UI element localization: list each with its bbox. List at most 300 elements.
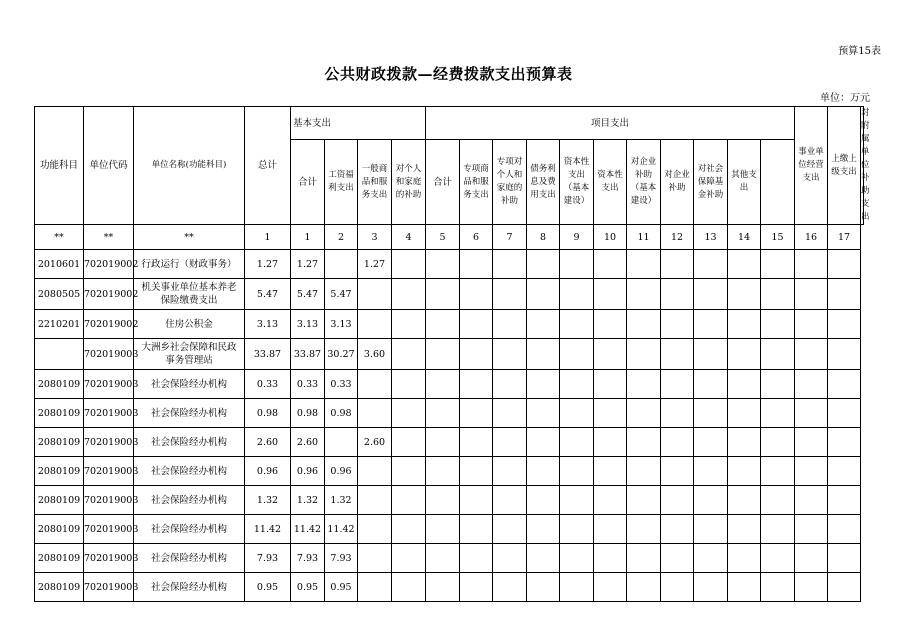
column-index-cell: 17 <box>828 225 861 250</box>
func-subject-cell: 2080109 <box>35 399 84 428</box>
empty-cell <box>594 544 627 573</box>
empty-cell <box>828 573 861 602</box>
column-index-cell: 1 <box>291 225 325 250</box>
empty-cell <box>527 457 560 486</box>
empty-cell <box>426 544 460 573</box>
empty-cell <box>761 250 795 279</box>
goods-cell: 2.60 <box>358 428 392 457</box>
empty-cell <box>694 573 728 602</box>
empty-cell <box>560 279 594 310</box>
empty-cell <box>560 310 594 339</box>
empty-cell <box>828 370 861 399</box>
total-cell: 0.96 <box>245 457 291 486</box>
unit-code-cell: 702019003 <box>84 573 134 602</box>
header-affiliated: 对附属单位补助支出 <box>861 107 864 225</box>
empty-cell <box>392 457 426 486</box>
total-cell: 1.27 <box>245 250 291 279</box>
column-index-cell: 2 <box>325 225 358 250</box>
empty-cell <box>761 515 795 544</box>
wage-cell: 11.42 <box>325 515 358 544</box>
total-cell: 1.32 <box>245 486 291 515</box>
empty-cell <box>460 486 493 515</box>
empty-cell <box>694 544 728 573</box>
basic-total-cell: 11.42 <box>291 515 325 544</box>
empty-cell <box>493 250 527 279</box>
column-index-cell: 6 <box>460 225 493 250</box>
total-cell: 2.60 <box>245 428 291 457</box>
basic-total-cell: 33.87 <box>291 339 325 370</box>
header-basic: 基本支出 <box>291 107 426 140</box>
header-enterprise-base: 对企业补助（基本建设） <box>627 140 661 225</box>
empty-cell <box>493 339 527 370</box>
table-row <box>35 486 864 515</box>
empty-cell <box>460 457 493 486</box>
basic-total-cell: 1.32 <box>291 486 325 515</box>
empty-cell <box>392 399 426 428</box>
empty-cell <box>392 515 426 544</box>
goods-cell <box>358 486 392 515</box>
wage-cell <box>325 428 358 457</box>
empty-cell <box>694 486 728 515</box>
table-body <box>35 107 870 602</box>
empty-cell <box>426 428 460 457</box>
empty-cell <box>527 370 560 399</box>
empty-cell <box>560 486 594 515</box>
empty-cell <box>661 399 694 428</box>
empty-cell <box>627 339 661 370</box>
header-social-fund: 对社会保障基金补助 <box>694 140 728 225</box>
unit-name-cell: 社会保险经办机构 <box>134 486 245 515</box>
empty-cell <box>728 428 761 457</box>
header-capital: 资本性支出 <box>594 140 627 225</box>
header-special-goods: 专项商品和服务支出 <box>460 140 493 225</box>
empty-cell <box>392 339 426 370</box>
empty-cell <box>527 250 560 279</box>
func-subject-cell: 2080109 <box>35 544 84 573</box>
empty-cell <box>694 279 728 310</box>
empty-cell <box>460 428 493 457</box>
basic-total-cell: 0.95 <box>291 573 325 602</box>
empty-cell <box>795 515 828 544</box>
empty-cell <box>594 573 627 602</box>
empty-cell <box>460 370 493 399</box>
header-proj-total: 合计 <box>426 140 460 225</box>
empty-cell <box>426 250 460 279</box>
empty-cell <box>661 250 694 279</box>
empty-cell <box>661 515 694 544</box>
empty-cell <box>795 279 828 310</box>
column-index-cell: ** <box>134 225 245 250</box>
empty-cell <box>795 370 828 399</box>
column-index-cell: 5 <box>426 225 460 250</box>
header-unit-code: 单位代码 <box>84 107 134 225</box>
budget-table <box>34 106 870 602</box>
empty-cell <box>594 486 627 515</box>
empty-cell <box>728 515 761 544</box>
total-cell: 7.93 <box>245 544 291 573</box>
empty-cell <box>392 250 426 279</box>
empty-cell <box>761 399 795 428</box>
empty-cell <box>460 279 493 310</box>
empty-cell <box>460 250 493 279</box>
empty-cell <box>493 544 527 573</box>
empty-cell <box>560 250 594 279</box>
empty-cell <box>828 457 861 486</box>
empty-cell <box>795 339 828 370</box>
empty-cell <box>426 515 460 544</box>
total-cell: 11.42 <box>245 515 291 544</box>
empty-cell <box>828 310 861 339</box>
table-row <box>35 370 864 399</box>
empty-cell <box>527 544 560 573</box>
unit-code-cell: 702019003 <box>84 399 134 428</box>
total-cell: 0.33 <box>245 370 291 399</box>
total-cell: 3.13 <box>245 310 291 339</box>
unit-code-cell: 702019003 <box>84 428 134 457</box>
empty-cell <box>728 279 761 310</box>
table-row <box>35 399 864 428</box>
empty-cell <box>728 573 761 602</box>
empty-cell <box>527 486 560 515</box>
goods-cell: 1.27 <box>358 250 392 279</box>
unit-label: 单位：万元 <box>820 93 870 104</box>
empty-cell <box>493 428 527 457</box>
empty-cell <box>728 399 761 428</box>
empty-cell <box>560 457 594 486</box>
empty-cell <box>392 370 426 399</box>
empty-cell <box>661 457 694 486</box>
func-subject-cell <box>35 339 84 370</box>
empty-cell <box>560 573 594 602</box>
empty-cell <box>527 279 560 310</box>
total-cell: 33.87 <box>245 339 291 370</box>
unit-code-cell: 702019002 <box>84 279 134 310</box>
empty-cell <box>594 250 627 279</box>
empty-cell <box>761 339 795 370</box>
empty-cell <box>828 428 861 457</box>
empty-cell <box>627 370 661 399</box>
empty-cell <box>460 544 493 573</box>
empty-cell <box>493 370 527 399</box>
empty-cell <box>594 279 627 310</box>
empty-cell <box>694 339 728 370</box>
empty-cell <box>493 457 527 486</box>
header-special-personal: 专项对个人和家庭的补助 <box>493 140 527 225</box>
table-row <box>35 339 864 370</box>
empty-cell <box>460 339 493 370</box>
column-index-cell: 14 <box>728 225 761 250</box>
empty-cell <box>761 544 795 573</box>
empty-cell <box>761 573 795 602</box>
empty-cell <box>426 310 460 339</box>
empty-cell <box>795 457 828 486</box>
unit-code-cell: 702019003 <box>84 544 134 573</box>
wage-cell: 0.96 <box>325 457 358 486</box>
empty-cell <box>828 515 861 544</box>
empty-cell <box>627 486 661 515</box>
column-index-cell: 12 <box>661 225 694 250</box>
empty-cell <box>392 573 426 602</box>
empty-cell <box>627 515 661 544</box>
empty-cell <box>795 428 828 457</box>
empty-cell <box>460 515 493 544</box>
empty-cell <box>594 370 627 399</box>
header-basic-total: 合计 <box>291 140 325 225</box>
empty-cell <box>761 428 795 457</box>
empty-cell <box>627 250 661 279</box>
header-wage: 工资福利支出 <box>325 140 358 225</box>
goods-cell: 3.60 <box>358 339 392 370</box>
empty-cell <box>594 399 627 428</box>
empty-cell <box>828 279 861 310</box>
empty-cell <box>828 544 861 573</box>
empty-cell <box>493 399 527 428</box>
unit-code-cell: 702019003 <box>84 515 134 544</box>
empty-cell <box>493 279 527 310</box>
empty-cell <box>594 457 627 486</box>
empty-cell <box>426 486 460 515</box>
empty-cell <box>828 399 861 428</box>
empty-cell <box>795 486 828 515</box>
empty-cell <box>661 370 694 399</box>
empty-cell <box>828 250 861 279</box>
func-subject-cell: 2080109 <box>35 573 84 602</box>
empty-cell <box>761 370 795 399</box>
empty-cell <box>392 310 426 339</box>
empty-cell <box>661 310 694 339</box>
empty-cell <box>661 279 694 310</box>
column-index-cell: 3 <box>358 225 392 250</box>
wage-cell: 3.13 <box>325 310 358 339</box>
empty-cell <box>527 515 560 544</box>
header-unit-name: 单位名称(功能科目) <box>134 107 245 225</box>
table-row <box>35 310 864 339</box>
wage-cell <box>325 250 358 279</box>
header-other: 其他支出 <box>728 140 761 225</box>
unit-code-cell: 702019002 <box>84 310 134 339</box>
empty-cell <box>728 457 761 486</box>
empty-cell <box>493 310 527 339</box>
empty-cell <box>627 279 661 310</box>
unit-name-cell: 社会保险经办机构 <box>134 515 245 544</box>
empty-cell <box>828 339 861 370</box>
basic-total-cell: 5.47 <box>291 279 325 310</box>
basic-total-cell: 2.60 <box>291 428 325 457</box>
empty-cell <box>694 515 728 544</box>
unit-name-cell: 社会保险经办机构 <box>134 457 245 486</box>
empty-cell <box>728 310 761 339</box>
empty-cell <box>694 370 728 399</box>
empty-cell <box>627 399 661 428</box>
empty-cell <box>426 339 460 370</box>
form-code: 预算15表 <box>838 46 881 57</box>
empty-cell <box>460 573 493 602</box>
empty-cell <box>560 399 594 428</box>
basic-total-cell: 3.13 <box>291 310 325 339</box>
column-index-cell: ** <box>84 225 134 250</box>
column-index-cell: 13 <box>694 225 728 250</box>
basic-total-cell: 1.27 <box>291 250 325 279</box>
empty-cell <box>426 279 460 310</box>
empty-cell <box>694 399 728 428</box>
table-row <box>35 457 864 486</box>
empty-cell <box>527 339 560 370</box>
column-index-row <box>35 225 864 250</box>
empty-cell <box>728 250 761 279</box>
empty-cell <box>426 370 460 399</box>
func-subject-cell: 2080109 <box>35 515 84 544</box>
header-capital-base: 资本性支出（基本建设） <box>560 140 594 225</box>
header-goods: 一般商品和服务支出 <box>358 140 392 225</box>
empty-cell <box>426 399 460 428</box>
func-subject-cell: 2080109 <box>35 457 84 486</box>
empty-cell <box>661 573 694 602</box>
total-cell: 0.98 <box>245 399 291 428</box>
column-index-cell: 10 <box>594 225 627 250</box>
goods-cell <box>358 310 392 339</box>
empty-cell <box>761 486 795 515</box>
basic-total-cell: 0.33 <box>291 370 325 399</box>
column-index-cell: 7 <box>493 225 527 250</box>
empty-cell <box>661 339 694 370</box>
empty-cell <box>560 428 594 457</box>
header-business: 事业单位经营支出 <box>795 107 828 225</box>
empty-cell <box>627 457 661 486</box>
func-subject-cell: 2080109 <box>35 428 84 457</box>
column-index-cell: 15 <box>761 225 795 250</box>
empty-cell <box>627 573 661 602</box>
empty-cell <box>728 370 761 399</box>
unit-name-cell: 社会保险经办机构 <box>134 428 245 457</box>
empty-cell <box>627 428 661 457</box>
empty-cell <box>795 250 828 279</box>
empty-cell <box>594 428 627 457</box>
empty-cell <box>627 544 661 573</box>
empty-cell <box>795 310 828 339</box>
empty-cell <box>594 339 627 370</box>
empty-cell <box>426 573 460 602</box>
unit-code-cell: 702019003 <box>84 457 134 486</box>
empty-cell <box>392 279 426 310</box>
table-row <box>35 515 864 544</box>
goods-cell <box>358 573 392 602</box>
table-row <box>35 544 864 573</box>
wage-cell: 0.33 <box>325 370 358 399</box>
empty-cell <box>761 279 795 310</box>
page-title: 公共财政拨款—经费拨款支出预算表 <box>324 65 573 83</box>
empty-cell <box>594 515 627 544</box>
empty-cell <box>527 428 560 457</box>
total-cell: 0.95 <box>245 573 291 602</box>
column-index-cell: 4 <box>392 225 426 250</box>
table-row <box>35 279 864 310</box>
empty-cell <box>560 339 594 370</box>
empty-cell <box>694 428 728 457</box>
total-cell: 5.47 <box>245 279 291 310</box>
empty-cell <box>661 486 694 515</box>
unit-name-cell: 社会保险经办机构 <box>134 370 245 399</box>
empty-cell <box>560 370 594 399</box>
unit-name-cell: 社会保险经办机构 <box>134 399 245 428</box>
header-row-1 <box>35 107 864 140</box>
goods-cell <box>358 544 392 573</box>
empty-cell <box>493 573 527 602</box>
empty-cell <box>728 339 761 370</box>
column-index-cell: 8 <box>527 225 560 250</box>
empty-cell <box>694 310 728 339</box>
wage-cell: 0.95 <box>325 573 358 602</box>
header-debt: 债务利息及费用支出 <box>527 140 560 225</box>
empty-cell <box>728 544 761 573</box>
empty-cell <box>527 573 560 602</box>
empty-cell <box>460 310 493 339</box>
empty-cell <box>460 399 493 428</box>
wage-cell: 5.47 <box>325 279 358 310</box>
empty-cell <box>560 544 594 573</box>
basic-total-cell: 0.98 <box>291 399 325 428</box>
empty-cell <box>493 486 527 515</box>
basic-total-cell: 7.93 <box>291 544 325 573</box>
func-subject-cell: 2210201 <box>35 310 84 339</box>
unit-name-cell: 大洲乡社会保障和民政事务管理站 <box>134 339 245 370</box>
column-index-cell: 9 <box>560 225 594 250</box>
empty-cell <box>392 428 426 457</box>
empty-cell <box>661 428 694 457</box>
header-total: 总计 <box>245 107 291 225</box>
goods-cell <box>358 399 392 428</box>
empty-cell <box>493 515 527 544</box>
empty-cell <box>795 399 828 428</box>
func-subject-cell: 2080109 <box>35 370 84 399</box>
unit-code-cell: 702019002 <box>84 250 134 279</box>
empty-cell <box>392 486 426 515</box>
wage-cell: 0.98 <box>325 399 358 428</box>
header-personal: 对个人和家庭的补助 <box>392 140 426 225</box>
empty-cell <box>527 310 560 339</box>
goods-cell <box>358 515 392 544</box>
column-index-cell: 16 <box>795 225 828 250</box>
column-index-cell: 1 <box>245 225 291 250</box>
goods-cell <box>358 370 392 399</box>
wage-cell: 1.32 <box>325 486 358 515</box>
empty-cell <box>594 310 627 339</box>
empty-cell <box>728 486 761 515</box>
goods-cell <box>358 279 392 310</box>
unit-name-cell: 机关事业单位基本养老保险缴费支出 <box>134 279 245 310</box>
unit-name-cell: 社会保险经办机构 <box>134 573 245 602</box>
header-func-subject: 功能科目 <box>35 107 84 225</box>
func-subject-cell: 2080109 <box>35 486 84 515</box>
column-index-cell: ** <box>35 225 84 250</box>
table-row <box>35 428 864 457</box>
empty-cell <box>761 457 795 486</box>
empty-cell <box>527 399 560 428</box>
func-subject-cell: 2080505 <box>35 279 84 310</box>
header-enterprise: 对企业补助 <box>661 140 694 225</box>
empty-cell <box>426 457 460 486</box>
unit-code-cell: 702019003 <box>84 370 134 399</box>
unit-name-cell: 行政运行（财政事务） <box>134 250 245 279</box>
empty-cell <box>795 544 828 573</box>
wage-cell: 30.27 <box>325 339 358 370</box>
table-row <box>35 573 864 602</box>
unit-name-cell: 社会保险经办机构 <box>134 544 245 573</box>
header-upper: 上缴上级支出 <box>828 107 861 225</box>
empty-cell <box>761 310 795 339</box>
column-index-cell: 11 <box>627 225 661 250</box>
empty-cell <box>694 457 728 486</box>
func-subject-cell: 2010601 <box>35 250 84 279</box>
